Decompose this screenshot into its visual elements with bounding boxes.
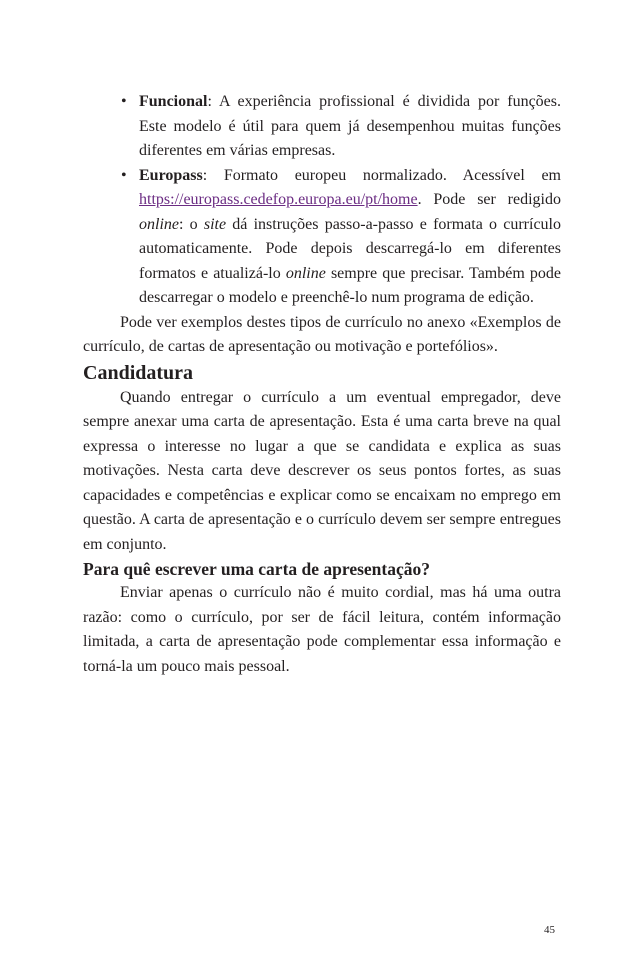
- intro-paragraph: Pode ver exemplos destes tipos de currículo no anexo «Exemplos de currículo, de cartas de apresentação ou motivação e portefólios».: [83, 313, 561, 355]
- europass-italic-online-2: online: [285, 264, 326, 282]
- europass-text-5: sempre que precisar. Também pode descarregar o modelo e preenchê-lo num programa de edição.: [139, 264, 561, 306]
- europass-italic-online: online: [139, 215, 179, 233]
- europass-text-1: : Formato europeu normalizado. Acessível em: [202, 166, 561, 184]
- list-item-europass: [121, 164, 561, 311]
- europass-text-4: dá instruções passo-a-passo e formata o currículo automaticamente. Pode depois descarregá-lo em diferentes formatos e atualizá-lo: [139, 215, 561, 282]
- europass-text-2: . Pode ser redigido: [417, 191, 561, 208]
- bullet-icon: •: [121, 93, 127, 110]
- europass-text-3: : o: [179, 215, 204, 233]
- cv-types-list: [83, 90, 561, 311]
- europass-italic-site: site: [203, 215, 227, 233]
- section-paragraph: Quando entregar o currículo a um eventual empregador, deve sempre anexar uma carta de apresentação. Esta é uma carta breve na qual expressa o interesse no lugar a que se candidata e explica as suas motivações. Nesta carta deve descrever os seus pontos fortes, as suas capacidades e competências e explicar como se encaixam no emprego em questão. A carta de apresentação e o currículo devem ser sempre entregues em conjunto.: [83, 388, 561, 553]
- page-number: 45: [544, 924, 555, 936]
- section-title: Candidatura: [83, 361, 194, 384]
- bullet-icon: •: [121, 166, 127, 184]
- page-body: [83, 90, 561, 679]
- list-item-funcional: [121, 90, 561, 164]
- subsection-paragraph: Enviar apenas o currículo não é muito cordial, mas há uma outra razão: como o currículo, por ser de fácil leitura, contém informação limitada, a carta de apresentação pode complementar essa informação e torná-la um pouco mais pessoal.: [83, 584, 561, 675]
- europass-link[interactable]: https://europass.cedefop.europa.eu/pt/home: [139, 191, 418, 208]
- description-funcional: : A experiência profissional é dividida por funções. Este modelo é útil para quem já desempenhou muitas funções diferentes em várias empresas.: [139, 93, 561, 159]
- subsection-title: Para quê escrever uma carta de apresentação?: [83, 559, 431, 579]
- term-funcional: Funcional: [139, 93, 208, 110]
- term-europass: Europass: [139, 166, 203, 184]
